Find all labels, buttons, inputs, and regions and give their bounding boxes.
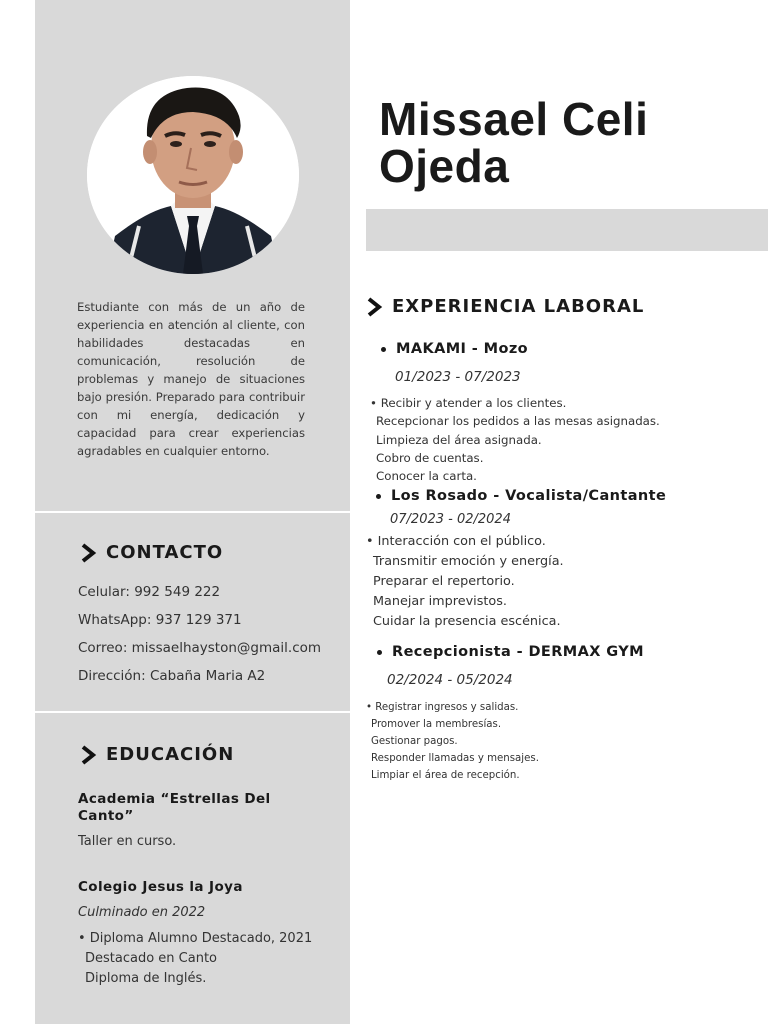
job-tasks <box>370 394 660 485</box>
education-bullet: Destacado en Canto <box>85 951 217 966</box>
job-task: Limpiar el área de recepción. <box>371 770 520 781</box>
job-date: 01/2023 - 07/2023 <box>395 369 521 385</box>
job-task: Recepcionar los pedidos a las mesas asignadas. <box>376 414 660 429</box>
contact-address: Dirección: Cabaña Maria A2 <box>78 668 266 684</box>
job-task: • Registrar ingresos y salidas. <box>366 702 519 713</box>
contact-whatsapp: WhatsApp: 937 129 371 <box>78 612 242 628</box>
education-bullet: • Diploma Alumno Destacado, 2021 <box>78 931 313 946</box>
job-tasks <box>366 699 539 784</box>
education-item-title: Colegio Jesus la Joya <box>78 879 243 895</box>
job-task: Cobro de cuentas. <box>376 450 484 465</box>
education-item-title-line: Canto” <box>78 808 134 824</box>
sidebar-divider <box>35 511 350 513</box>
experience-title: EXPERIENCIA LABORAL <box>392 296 645 317</box>
job-task: Cuidar la presencia escénica. <box>373 614 561 629</box>
candidate-name-line: Ojeda <box>379 140 510 192</box>
bullet-dot <box>376 494 381 499</box>
chevron-right-icon <box>366 297 384 317</box>
name-underline-bar <box>366 209 768 251</box>
job-tasks <box>366 532 564 632</box>
job-task: • Interacción con el público. <box>366 534 546 549</box>
job-task: Manejar imprevistos. <box>373 594 507 609</box>
job-task: Transmitir emoción y energía. <box>373 554 564 569</box>
job-date: 02/2024 - 05/2024 <box>387 672 513 688</box>
education-heading <box>80 744 234 765</box>
candidate-name <box>379 93 649 192</box>
education-title: EDUCACIÓN <box>106 744 235 765</box>
profile-photo <box>87 76 299 274</box>
job-title-text: Los Rosado - Vocalista/Cantante <box>391 488 667 504</box>
experience-heading <box>366 296 644 317</box>
job-title-text: MAKAMI - Mozo <box>396 341 529 357</box>
education-item-title-line: Academia “Estrellas Del <box>78 791 271 807</box>
chevron-right-icon <box>80 543 98 563</box>
contact-title: CONTACTO <box>106 542 224 563</box>
about-summary: Estudiante con más de un año de experiencia en atención al cliente, con habilidades destacadas en comunicación, resolución de problemas y manejo de situaciones bajo presión. Preparado para contribuir con mi energía, dedicación y capacidad para crear experiencias agradables en cualquier entorno. <box>77 300 305 458</box>
job-title <box>376 488 666 504</box>
job-task: Gestionar pagos. <box>371 736 458 747</box>
education-item-detail: Culminado en 2022 <box>78 905 206 920</box>
job-task: • Recibir y atender a los clientes. <box>370 396 567 410</box>
education-item-bullets <box>78 929 312 989</box>
sidebar-divider <box>35 711 350 713</box>
chevron-right-icon <box>80 745 98 765</box>
job-task: Conocer la carta. <box>376 469 477 484</box>
job-title <box>381 341 528 357</box>
education-item-title <box>78 791 271 825</box>
job-title <box>377 644 644 660</box>
education-bullet: Diploma de Inglés. <box>85 971 207 986</box>
contact-heading <box>80 542 223 563</box>
candidate-name-line: Missael Celi <box>379 93 649 145</box>
contact-email: Correo: missaelhayston@gmail.com <box>78 640 322 656</box>
education-item-detail: Taller en curso. <box>78 834 177 849</box>
job-task: Promover la membresías. <box>371 719 502 730</box>
job-task: Preparar el repertorio. <box>373 574 515 589</box>
job-task: Responder llamadas y mensajes. <box>371 753 539 764</box>
bullet-dot <box>377 650 382 655</box>
bullet-dot <box>381 347 386 352</box>
contact-phone: Celular: 992 549 222 <box>78 584 221 600</box>
job-date: 07/2023 - 02/2024 <box>390 512 511 527</box>
job-title-text: Recepcionista - DERMAX GYM <box>392 644 644 660</box>
job-task: Limpieza del área asignada. <box>376 432 542 447</box>
